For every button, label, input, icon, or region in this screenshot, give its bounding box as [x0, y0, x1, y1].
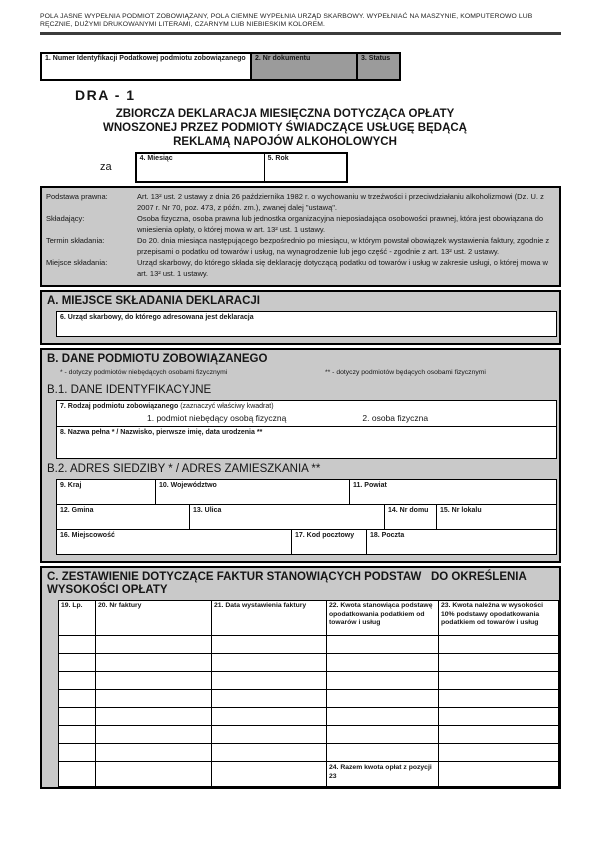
- field-15-nr-lokalu[interactable]: 15. Nr lokalu: [436, 504, 557, 530]
- option-podmiot-niebedacy-osoba-fizyczna[interactable]: 1. podmiot niebędący osobą fizyczną: [147, 413, 287, 423]
- address-grid: [56, 479, 557, 555]
- month-field-label: 4. Miesiąc: [139, 155, 173, 162]
- cell-nr-faktury[interactable]: [96, 654, 212, 672]
- field-17-kod-pocztowy[interactable]: 17. Kod pocztowy: [291, 529, 367, 555]
- za-label: za: [100, 161, 112, 173]
- cell-data-wystawienia[interactable]: [212, 726, 327, 744]
- cell-kwota-nalezna[interactable]: [439, 636, 558, 654]
- section-c-title: C. ZESTAWIENIE DOTYCZĄCE FAKTUR STANOWIĄCYCH PODSTAW DO OKREŚLENIA WYSOKOŚCI OPŁATY: [47, 571, 530, 596]
- cell-nr-faktury[interactable]: [96, 636, 212, 654]
- cell-nr-faktury: [96, 762, 212, 786]
- field-13-ulica[interactable]: 13. Ulica: [189, 504, 385, 530]
- cell-nr-faktury[interactable]: [96, 708, 212, 726]
- status-field: [358, 54, 399, 79]
- cell-kwota-podstawa[interactable]: [327, 636, 439, 654]
- footnote-single-asterisk: * - dotyczy podmiotów niebędących osobami fizycznymi: [60, 369, 228, 376]
- cell-kwota-podstawa[interactable]: [327, 654, 439, 672]
- table-row: [59, 654, 558, 672]
- cell-kwota-nalezna[interactable]: [439, 708, 558, 726]
- legal-label: Termin składania:: [46, 236, 105, 245]
- section-b: [40, 348, 561, 563]
- footnote-double-asterisk: ** - dotyczy podmiotów będących osobami fizycznymi: [325, 369, 486, 376]
- section-b-footnotes: [42, 369, 559, 380]
- field-7-label-note: (zaznaczyć właściwy kwadrat): [180, 403, 274, 410]
- form-content: [40, 0, 561, 789]
- period-row: [40, 152, 561, 183]
- nip-field-label: 1. Numer Identyfikacji Podatkowej podmiotu zobowiązanego: [45, 55, 246, 62]
- table-row: [59, 744, 558, 762]
- table-total-row: [59, 762, 558, 786]
- cell-kwota-nalezna[interactable]: [439, 672, 558, 690]
- year-field[interactable]: [265, 154, 346, 181]
- period-box: [135, 152, 348, 183]
- column-header-kwota-nalezna: 23. Kwota należna w wysokości 10% podstawy opodatkowania podatkiem od towarów i usług: [439, 601, 558, 636]
- field-16-miejscowosc[interactable]: 16. Miejscowość: [56, 529, 292, 555]
- cell-nr-faktury[interactable]: [96, 672, 212, 690]
- field-11-powiat[interactable]: 11. Powiat: [349, 479, 557, 505]
- table-row: [59, 726, 558, 744]
- form-title-line3: REKLAMĄ NAPOJÓW ALKOHOLOWYCH: [173, 136, 397, 148]
- form-title-line2: WNOSZONEJ PRZEZ PODMIOTY ŚWIADCZĄCE USŁUGĘ BĘDĄCĄ: [103, 122, 467, 134]
- cell-lp[interactable]: [59, 690, 96, 708]
- section-a: [40, 290, 561, 345]
- field-7-rodzaj-podmiotu: [56, 400, 557, 427]
- cell-lp: [59, 762, 96, 786]
- legal-text: Urząd skarbowy, do którego składa się deklarację dotyczącą podatku od towarów i usług w zakresie usługi, o której mowa w art. 13² ust. 1 ustawy.: [137, 258, 548, 278]
- cell-nr-faktury[interactable]: [96, 726, 212, 744]
- legal-label: Miejsce składania:: [46, 258, 108, 267]
- field-14-nr-domu[interactable]: 14. Nr domu: [384, 504, 437, 530]
- section-c: [40, 566, 561, 789]
- cell-kwota-podstawa[interactable]: [327, 726, 439, 744]
- cell-nr-faktury[interactable]: [96, 690, 212, 708]
- table-row: [59, 690, 558, 708]
- table-row: [59, 708, 558, 726]
- cell-data-wystawienia[interactable]: [212, 708, 327, 726]
- cell-data-wystawienia[interactable]: [212, 744, 327, 762]
- cell-lp[interactable]: [59, 708, 96, 726]
- field-12-gmina[interactable]: 12. Gmina: [56, 504, 190, 530]
- cell-data-wystawienia[interactable]: [212, 690, 327, 708]
- invoice-table-header: [59, 601, 558, 636]
- form-title-line1: ZBIORCZA DEKLARACJA MIESIĘCZNA DOTYCZĄCA OPŁATY: [115, 108, 455, 120]
- field-18-poczta[interactable]: 18. Poczta: [366, 529, 557, 555]
- section-a-title: A. MIEJSCE SKŁADANIA DEKLARACJI: [47, 295, 260, 307]
- header-id-box: [40, 52, 401, 81]
- nip-field[interactable]: [42, 54, 252, 79]
- year-field-label: 5. Rok: [267, 155, 289, 162]
- cell-data-wystawienia[interactable]: [212, 654, 327, 672]
- cell-kwota-nalezna[interactable]: [439, 690, 558, 708]
- column-header-lp: 19. Lp.: [59, 601, 96, 636]
- section-b1-title: B.1. DANE IDENTYFIKACYJNE: [47, 384, 212, 396]
- address-row-2: [56, 504, 557, 530]
- form-code: DRA - 1: [75, 87, 136, 103]
- invoice-table: [58, 600, 559, 787]
- status-label: 3. Status: [361, 55, 391, 62]
- address-row-3: [56, 529, 557, 555]
- cell-lp[interactable]: [59, 654, 96, 672]
- cell-lp[interactable]: [59, 636, 96, 654]
- top-divider: [40, 32, 561, 35]
- cell-kwota-podstawa[interactable]: [327, 672, 439, 690]
- legal-text: Do 20. dnia miesiąca następującego bezpośrednio po miesiącu, w którym powstał obowiązek wystawienia faktury, zgodnie z przepisami o podatku od towarów i usług, na wynagrodzenie lub jego część - zgodnie z art. 13² ust. 2 ustawy.: [137, 236, 550, 256]
- month-field[interactable]: [137, 154, 265, 181]
- legal-label: Podstawa prawna:: [46, 192, 108, 201]
- field-24-razem-label: 24. Razem kwota opłat z pozycji 23: [327, 762, 439, 786]
- address-row-1: [56, 479, 557, 505]
- column-header-nr-faktury: 20. Nr faktury: [96, 601, 212, 636]
- legal-row-miejsce: [46, 257, 554, 279]
- option-osoba-fizyczna[interactable]: 2. osoba fizyczna: [362, 413, 429, 423]
- field-7-label-text: 7. Rodzaj podmiotu zobowiązanego: [60, 403, 179, 410]
- field-6-urzad-skarbowy[interactable]: [56, 311, 557, 337]
- field-6-label: 6. Urząd skarbowy, do którego adresowana jest deklaracja: [60, 314, 254, 321]
- table-row: [59, 672, 558, 690]
- legal-info-box: [40, 186, 561, 287]
- field-7-label: [57, 401, 556, 411]
- cell-nr-faktury[interactable]: [96, 744, 212, 762]
- field-8-nazwa-pelna[interactable]: [56, 426, 557, 459]
- cell-kwota-podstawa[interactable]: [327, 744, 439, 762]
- document-number-field: [252, 54, 358, 79]
- fill-instructions: POLA JASNE WYPEŁNIA PODMIOT ZOBOWIĄZANY, POLA CIEMNE WYPEŁNIA URZĄD SKARBOWY. WYPEŁNIAĆ NA MASZYNIE, KOMPUTEROWO LUB RĘCZNIE, DUŻYMI DRUKOWANYMI LITERAMI, CZARNYM LUB NIEBIESKIM KOLOREM.: [40, 13, 533, 28]
- legal-row-skladajacy: [46, 213, 554, 235]
- cell-data-wystawienia[interactable]: [212, 636, 327, 654]
- section-b-title: B. DANE PODMIOTU ZOBOWIĄZANEGO: [47, 353, 268, 365]
- column-header-kwota-podstawa: 22. Kwota stanowiąca podstawę opodatkowania podatkiem od towarów i usług: [327, 601, 439, 636]
- document-number-label: 2. Nr dokumentu: [255, 55, 311, 62]
- cell-lp[interactable]: [59, 744, 96, 762]
- field-7-options: [57, 413, 556, 423]
- cell-kwota-podstawa[interactable]: [327, 690, 439, 708]
- cell-kwota-nalezna[interactable]: [439, 726, 558, 744]
- legal-text: Art. 13² ust. 2 ustawy z dnia 26 października 1982 r. o wychowaniu w trzeźwości i przeciwdziałaniu alkoholizmowi (Dz. U. z 2007 r. Nr 70, poz. 473, z późn. zm.), zwanej dalej "ustawą".: [137, 192, 544, 212]
- cell-lp[interactable]: [59, 672, 96, 690]
- cell-kwota-podstawa[interactable]: [327, 708, 439, 726]
- field-8-label: 8. Nazwa pełna * / Nazwisko, pierwsze imię, data urodzenia **: [60, 429, 263, 436]
- cell-kwota-nalezna[interactable]: [439, 744, 558, 762]
- field-9-kraj[interactable]: 9. Kraj: [56, 479, 156, 505]
- cell-data-wystawienia[interactable]: [212, 672, 327, 690]
- cell-lp[interactable]: [59, 726, 96, 744]
- field-24-razem-value[interactable]: [439, 762, 558, 786]
- cell-data-wystawienia: [212, 762, 327, 786]
- field-10-wojewodztwo[interactable]: 10. Województwo: [155, 479, 350, 505]
- legal-row-termin: [46, 235, 554, 257]
- cell-kwota-nalezna[interactable]: [439, 654, 558, 672]
- section-b2-title: B.2. ADRES SIEDZIBY * / ADRES ZAMIESZKANIA **: [47, 463, 321, 475]
- table-row: [59, 636, 558, 654]
- legal-row-podstawa: [46, 191, 554, 213]
- legal-label: Składający:: [46, 214, 85, 223]
- legal-text: Osoba fizyczna, osoba prawna lub jednostka organizacyjna nieposiadająca osobowości prawnej, która jest obowiązana do wniesienia opłaty, o której mowa w art. 13² ust. 1 ustawy.: [137, 214, 544, 234]
- form-title: [40, 107, 530, 149]
- column-header-data-wystawienia: 21. Data wystawienia faktury: [212, 601, 327, 636]
